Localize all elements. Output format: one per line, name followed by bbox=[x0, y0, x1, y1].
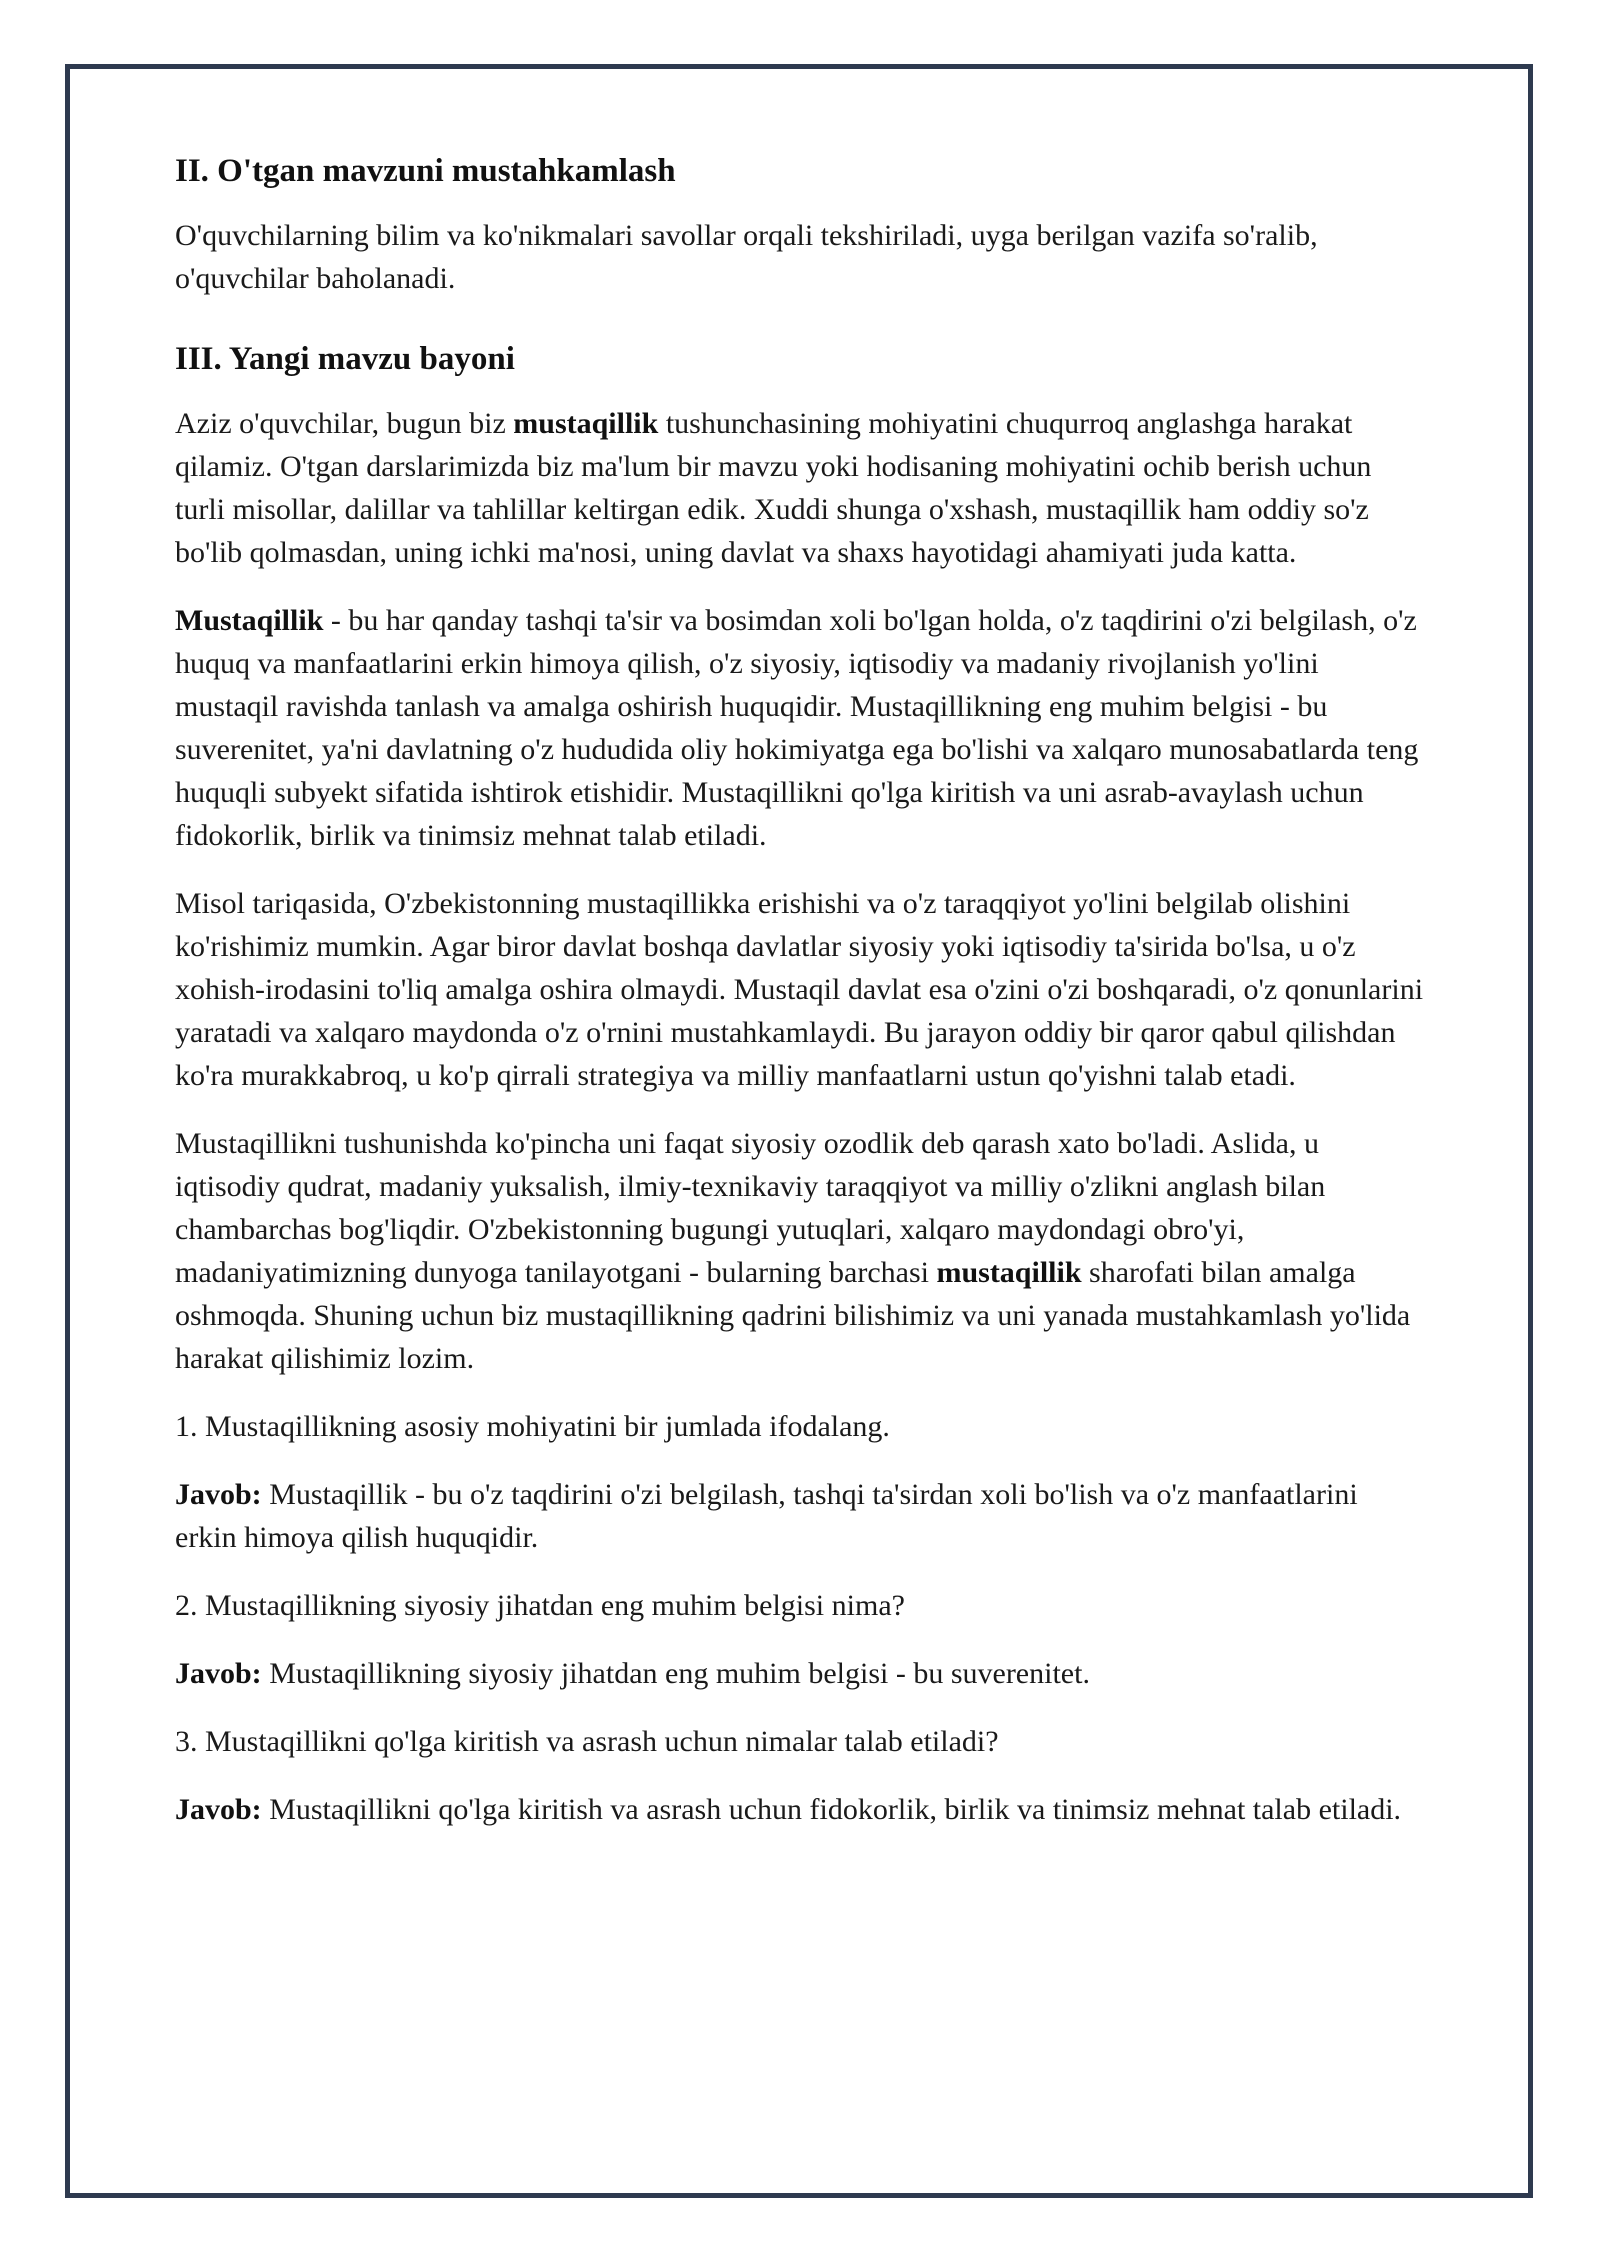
definition-text: - bu har qanday tashqi ta'sir va bosimdan xoli bo'lgan holda, o'z taqdirini o'zi belgilash, o'z huquq va manfaatlarini erkin himoya qilish, o'z siyosiy, iqtisodiy va madaniy rivojlanish yo'lini mustaqil ravishda tanlash va amalga oshirish huquqidir. Mustaqillikning eng muhim belgisi - bu suverenitet, ya'ni davlatning o'z hududida oliy hokimiyatga ega bo'lishi va xalqaro munosabatlarda teng huquqli subyekt sifatida ishtirok etishidir. Mustaqillikni qo'lga kiritish va uni asrab-avaylash uchun fidokorlik, birlik va tinimsiz mehnat talab etiladi. bbox=[175, 604, 1419, 852]
answer-2 bbox=[175, 1652, 1425, 1695]
question-2: 2. Mustaqillikning siyosiy jihatdan eng muhim belgisi nima? bbox=[175, 1589, 905, 1622]
intro-keyword: mustaqillik bbox=[513, 407, 659, 440]
section-heading-new-topic: III. Yangi mavzu bayoni bbox=[175, 341, 515, 377]
definition-term: Mustaqillik bbox=[175, 604, 324, 637]
answer-text: Mustaqillikning siyosiy jihatdan eng muhim belgisi - bu suverenitet. bbox=[261, 1657, 1090, 1690]
answer-label: Javob: bbox=[175, 1478, 262, 1511]
conclusion-paragraph bbox=[175, 1122, 1425, 1380]
answer-label: Javob: bbox=[175, 1793, 262, 1826]
conclusion-text-end: sharofati bilan amalga oshmoqda. Shuning uchun biz mustaqillikning qadrini bilishimiz va uni yanada mustahkamlash yo'lida harakat qilishimiz lozim. bbox=[175, 1256, 1411, 1375]
example-paragraph: Misol tariqasida, O'zbekistonning mustaqillikka erishishi va o'z taraqqiyot yo'lini belgilab olishini ko'rishimiz mumkin. Agar biror davlat boshqa davlatlar siyosiy yoki iqtisodiy ta'sirida bo'lsa, u o'z xohish-irodasini to'liq amalga oshira olmaydi. Mustaqil davlat esa o'zini o'zi boshqaradi, o'z qonunlarini yaratadi va xalqaro maydonda o'z o'rnini mustahkamlaydi. Bu jarayon oddiy bir qaror qabul qilishdan ko'ra murakkabroq, u ko'p qirrali strategiya va milliy manfaatlarni ustun qo'yishni talab etadi. bbox=[175, 887, 1424, 1092]
answer-label: Javob: bbox=[175, 1657, 262, 1690]
intro-text-end: tushunchasining mohiyatini chuqurroq anglashga harakat qilamiz. O'tgan darslarimizda biz ma'lum bir mavzu yoki hodisaning mohiyatini ochib berish uchun turli misollar, dalillar va tahlillar keltirgan edik. Xuddi shunga o'xshash, mustaqillik ham oddiy so'z bo'lib qolmasdan, uning ichki ma'nosi, uning davlat va shaxs hayotidagi ahamiyati juda katta. bbox=[175, 407, 1372, 569]
definition-paragraph bbox=[175, 599, 1425, 857]
conclusion-text-start: Mustaqillikni tushunishda ko'pincha uni faqat siyosiy ozodlik deb qarash xato bo'ladi. Aslida, u iqtisodiy qudrat, madaniy yuksalish, ilmiy-texnikaviy taraqqiyot va milliy o'zlikni anglash bilan chambarchas bog'liqdir. O'zbekistonning bugungi yutuqlari, xalqaro maydondagi obro'yi, madaniyatimizning dunyoga tanilayotgani - bularning barchasi bbox=[175, 1127, 1326, 1289]
conclusion-keyword: mustaqillik bbox=[936, 1256, 1082, 1289]
answer-1 bbox=[175, 1473, 1425, 1559]
question-1: 1. Mustaqillikning asosiy mohiyatini bir jumlada ifodalang. bbox=[175, 1410, 890, 1443]
document-body bbox=[175, 150, 1425, 1856]
answer-3 bbox=[175, 1788, 1425, 1831]
section-heading-review: II. O'tgan mavzuni mustahkamlash bbox=[175, 153, 676, 189]
intro-text-start: Aziz o'quvchilar, bugun biz bbox=[175, 407, 514, 440]
answer-text: Mustaqillik - bu o'z taqdirini o'zi belgilash, tashqi ta'sirdan xoli bo'lish va o'z manfaatlarini erkin himoya qilish huquqidir. bbox=[175, 1478, 1358, 1554]
question-3: 3. Mustaqillikni qo'lga kiritish va asrash uchun nimalar talab etiladi? bbox=[175, 1725, 999, 1758]
answer-text: Mustaqillikni qo'lga kiritish va asrash uchun fidokorlik, birlik va tinimsiz mehnat talab etiladi. bbox=[261, 1793, 1402, 1826]
review-paragraph: O'quvchilarning bilim va ko'nikmalari savollar orqali tekshiriladi, uyga berilgan vazifa so'ralib, o'quvchilar baholanadi. bbox=[175, 219, 1318, 295]
intro-paragraph bbox=[175, 402, 1425, 574]
